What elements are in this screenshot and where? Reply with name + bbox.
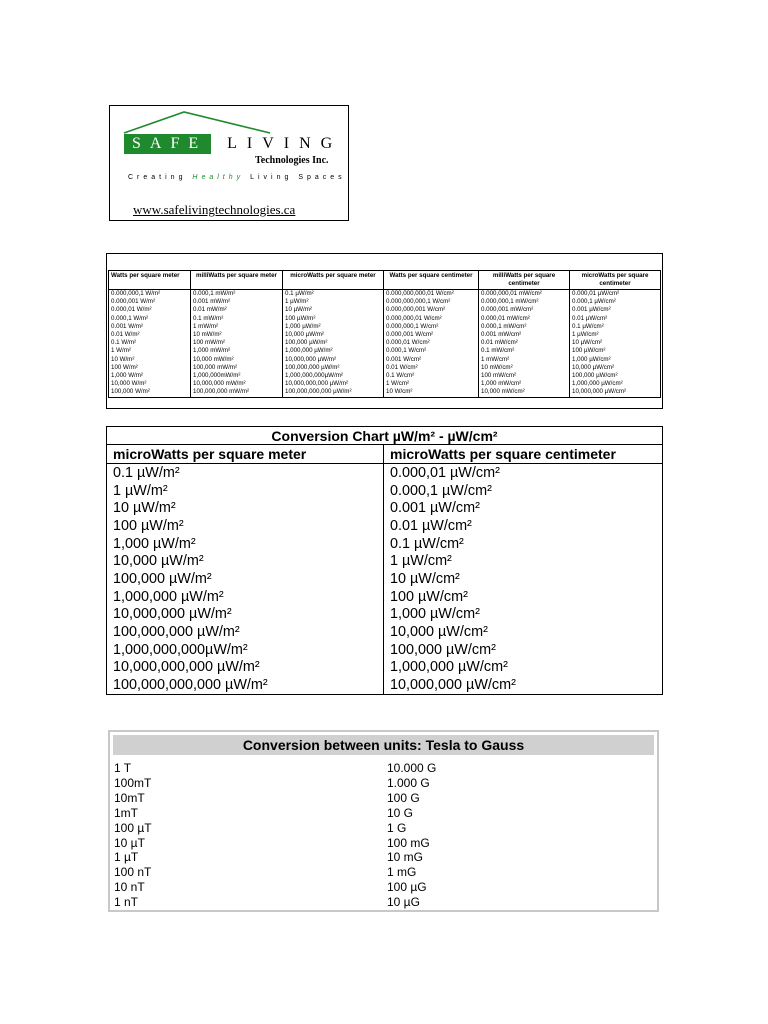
- table-cell: 0.01 mW/cm²: [479, 339, 570, 347]
- table-cell: 1 mW/m²: [191, 323, 283, 331]
- table-cell: 1,000 W/m²: [109, 372, 191, 380]
- microwatts-per-cm2-cell: 100 µW/cm²: [384, 588, 663, 606]
- brand-name-living: LIVING: [227, 135, 343, 152]
- microwatts-per-m2-cell: 1,000,000 µW/m²: [107, 588, 384, 606]
- table-row: [109, 339, 661, 347]
- table-cell: 0.000,000,1 W/cm²: [384, 323, 479, 331]
- table-cell: 10,000,000,000 µW/m²: [283, 380, 384, 388]
- table-cell: 10 mW/m²: [191, 331, 283, 339]
- tesla-value: 1 T: [114, 761, 132, 775]
- table-cell: 1 µW/cm²: [570, 331, 661, 339]
- tesla-value: 10 nT: [114, 880, 145, 895]
- tesla-value: 100mT: [114, 775, 152, 790]
- table-cell: 10,000,000 µW/m²: [283, 356, 384, 364]
- chart-row: [107, 641, 663, 659]
- table-cell: 10,000 mW/m²: [191, 356, 283, 364]
- gauss-value: 10 G: [387, 805, 414, 820]
- table-row: [109, 347, 661, 355]
- table-cell: 0.01 µW/cm²: [570, 315, 661, 323]
- table-cell: 0.1 W/cm²: [384, 372, 479, 380]
- table-header-cell: Watts per square meter: [109, 271, 191, 290]
- tesla-value: 10 µT: [114, 835, 145, 850]
- table-cell: 10,000,000 µW/cm²: [570, 388, 661, 397]
- chart-row: [107, 676, 663, 694]
- table-cell: 0.01 mW/m²: [191, 306, 283, 314]
- table-cell: 10,000,000 mW/m²: [191, 380, 283, 388]
- chart-row: [107, 623, 663, 641]
- table-row: [109, 331, 661, 339]
- gauss-value: 1 mG: [387, 865, 417, 880]
- brand-tagline: [128, 174, 346, 181]
- table-cell: 0.000,000,000,01 W/cm²: [384, 290, 479, 299]
- table-cell: 0.001 mW/cm²: [479, 331, 570, 339]
- gauss-value: 1 G: [387, 820, 407, 835]
- gauss-column: [387, 761, 436, 910]
- unit-conversion-table: [108, 270, 661, 398]
- conversion-chart-table: [106, 426, 663, 695]
- table-row: [109, 315, 661, 323]
- company-logo-box: [109, 105, 349, 221]
- chart-row: [107, 606, 663, 624]
- table-cell: 100 µW/m²: [283, 315, 384, 323]
- table-cell: 10 mW/cm²: [479, 364, 570, 372]
- table-cell: 0.000,000,000,1 W/cm²: [384, 298, 479, 306]
- microwatts-per-cm2-cell: 1 µW/cm²: [384, 552, 663, 570]
- table-cell: 100,000 µW/m²: [283, 339, 384, 347]
- table-cell: 1,000 mW/m²: [191, 347, 283, 355]
- table-cell: 0.000,1 W/cm²: [384, 347, 479, 355]
- chart-column-header: microWatts per square meter: [107, 445, 384, 464]
- microwatts-per-m2-cell: 0.1 µW/m²: [107, 464, 384, 482]
- table-cell: 10 µW/m²: [283, 306, 384, 314]
- table-cell: 0.001 mW/m²: [191, 298, 283, 306]
- table-cell: 1,000,000,000µW/m²: [283, 372, 384, 380]
- table-cell: 100,000 µW/cm²: [570, 372, 661, 380]
- table-cell: 0.000,000,1 W/m²: [109, 290, 191, 299]
- gauss-value: 1.000 G: [387, 775, 430, 790]
- table-cell: 0.000,001 W/cm²: [384, 331, 479, 339]
- table-cell: 100 mW/m²: [191, 339, 283, 347]
- table-cell: 1 µW/m²: [283, 298, 384, 306]
- table-cell: 10 W/cm²: [384, 388, 479, 397]
- microwatts-per-m2-cell: 100,000 µW/m²: [107, 570, 384, 588]
- chart-row: [107, 464, 663, 482]
- chart-row: [107, 659, 663, 677]
- table-cell: 0.000,01 W/cm²: [384, 339, 479, 347]
- table-row: [109, 306, 661, 314]
- table-header-cell: Watts per square centimeter: [384, 271, 479, 290]
- chart-row: [107, 570, 663, 588]
- microwatts-per-m2-cell: 100,000,000 µW/m²: [107, 623, 384, 641]
- table-cell: 10 µW/cm²: [570, 339, 661, 347]
- table-cell: 100,000 W/m²: [109, 388, 191, 397]
- table-cell: 100,000,000 mW/m²: [191, 388, 283, 397]
- chart-row: [107, 535, 663, 553]
- microwatts-per-m2-cell: 1,000,000,000µW/m²: [107, 641, 384, 659]
- table-cell: 0.000,01 mW/cm²: [479, 315, 570, 323]
- table-row: [109, 380, 661, 388]
- gauss-value: 100 µG: [387, 880, 427, 895]
- chart-header-row: [107, 445, 663, 464]
- microwatts-per-cm2-cell: 0.01 µW/cm²: [384, 517, 663, 535]
- microwatts-per-m2-cell: 10 µW/m²: [107, 499, 384, 517]
- table-cell: 0.1 W/m²: [109, 339, 191, 347]
- table-cell: 100 mW/cm²: [479, 372, 570, 380]
- table-cell: 0.001 µW/cm²: [570, 306, 661, 314]
- brand-name: [124, 134, 342, 154]
- table-cell: 100 µW/cm²: [570, 347, 661, 355]
- table-cell: 0.000,001 W/m²: [109, 298, 191, 306]
- tagline-highlight: Healthy: [192, 174, 245, 181]
- tagline-part-2: Living Spaces: [244, 174, 346, 181]
- chart-title: Conversion Chart µW/m² - µW/cm²: [107, 427, 663, 445]
- table-row: [109, 356, 661, 364]
- microwatts-per-cm2-cell: 10,000,000 µW/cm²: [384, 676, 663, 694]
- table-cell: 10,000 mW/cm²: [479, 388, 570, 397]
- table-cell: 0.1 µW/cm²: [570, 323, 661, 331]
- microwatts-per-cm2-cell: 10 µW/cm²: [384, 570, 663, 588]
- gauss-value: 10 mG: [387, 850, 424, 865]
- table-cell: 0.000,001 mW/cm²: [479, 306, 570, 314]
- table-cell: 0.1 mW/m²: [191, 315, 283, 323]
- table-row: [109, 372, 661, 380]
- table-cell: 0.000,1 mW/cm²: [479, 323, 570, 331]
- table-cell: 10 W/m²: [109, 356, 191, 364]
- tesla-gauss-title: Conversion between units: Tesla to Gauss: [113, 735, 654, 755]
- table-cell: 0.001 W/m²: [109, 323, 191, 331]
- tesla-value: 1 µT: [114, 850, 139, 865]
- table-cell: 0.000,000,01 mW/cm²: [479, 290, 570, 299]
- brand-name-safe: SAFE: [124, 134, 211, 154]
- tesla-value: 100 nT: [114, 865, 152, 880]
- tesla-value: 1 nT: [114, 895, 139, 910]
- table-cell: 0.000,01 µW/cm²: [570, 290, 661, 299]
- gauss-value: 100 mG: [387, 835, 430, 850]
- table-cell: 0.000,000,001 W/cm²: [384, 306, 479, 314]
- tesla-value: 10mT: [114, 790, 145, 805]
- microwatts-per-cm2-cell: 0.000,1 µW/cm²: [384, 482, 663, 500]
- table-cell: 10,000 µW/m²: [283, 331, 384, 339]
- microwatts-per-m2-cell: 10,000,000,000 µW/m²: [107, 659, 384, 677]
- table-cell: 0.000,01 W/m²: [109, 306, 191, 314]
- table-cell: 100,000 mW/m²: [191, 364, 283, 372]
- microwatts-per-m2-cell: 1 µW/m²: [107, 482, 384, 500]
- microwatts-per-cm2-cell: 0.000,01 µW/cm²: [384, 464, 663, 482]
- microwatts-per-cm2-cell: 0.001 µW/cm²: [384, 499, 663, 517]
- table-row: [109, 388, 661, 397]
- table-cell: 1 W/cm²: [384, 380, 479, 388]
- table-cell: 10,000 µW/cm²: [570, 364, 661, 372]
- table-row: [109, 323, 661, 331]
- website-link[interactable]: www.safelivingtechnologies.ca: [133, 202, 296, 217]
- microwatts-per-m2-cell: 10,000 µW/m²: [107, 552, 384, 570]
- table-cell: 0.000,1 W/m²: [109, 315, 191, 323]
- microwatts-per-cm2-cell: 1,000 µW/cm²: [384, 606, 663, 624]
- table-cell: 10,000 W/m²: [109, 380, 191, 388]
- table-cell: 100,000,000,000 µW/m²: [283, 388, 384, 397]
- microwatts-per-cm2-cell: 1,000,000 µW/cm²: [384, 659, 663, 677]
- table-row: [109, 364, 661, 372]
- table-cell: 0.000,000,01 W/cm²: [384, 315, 479, 323]
- gauss-value: 100 G: [387, 790, 420, 805]
- tesla-gauss-box: [108, 730, 659, 912]
- table-cell: 0.001 W/cm²: [384, 356, 479, 364]
- microwatts-per-m2-cell: 100 µW/m²: [107, 517, 384, 535]
- table-header-cell: microWatts per square centimeter: [570, 271, 661, 290]
- gauss-value: 10 µG: [387, 895, 420, 910]
- table-header-cell: microWatts per square meter: [283, 271, 384, 290]
- chart-row: [107, 482, 663, 500]
- table-cell: 0.1 mW/cm²: [479, 347, 570, 355]
- chart-row: [107, 499, 663, 517]
- brand-subtitle: Technologies Inc.: [255, 155, 329, 166]
- unit-conversion-table-box: [106, 253, 663, 409]
- table-cell: 100 W/m²: [109, 364, 191, 372]
- table-cell: 0.1 µW/m²: [283, 290, 384, 299]
- tesla-value: 100 µT: [114, 820, 152, 835]
- table-cell: 1,000,000 µW/cm²: [570, 380, 661, 388]
- table-header-row: [109, 271, 661, 290]
- table-cell: 1,000 mW/cm²: [479, 380, 570, 388]
- chart-column-header: microWatts per square centimeter: [384, 445, 663, 464]
- tesla-value: 1mT: [114, 805, 138, 820]
- table-cell: 0.01 W/m²: [109, 331, 191, 339]
- chart-row: [107, 588, 663, 606]
- microwatts-per-cm2-cell: 100,000 µW/cm²: [384, 641, 663, 659]
- microwatts-per-cm2-cell: 10,000 µW/cm²: [384, 623, 663, 641]
- table-cell: 0.000,1 µW/cm²: [570, 298, 661, 306]
- microwatts-per-cm2-cell: 0.1 µW/cm²: [384, 535, 663, 553]
- microwatts-per-m2-cell: 10,000,000 µW/m²: [107, 606, 384, 624]
- table-cell: 1,000,000mW/m²: [191, 372, 283, 380]
- gauss-value: 10.000 G: [387, 761, 437, 775]
- table-cell: 0.000,000,1 mW/cm²: [479, 298, 570, 306]
- chart-title-row: [107, 427, 663, 445]
- table-cell: 0.01 W/cm²: [384, 364, 479, 372]
- microwatts-per-m2-cell: 100,000,000,000 µW/m²: [107, 676, 384, 694]
- table-cell: 1,000 µW/cm²: [570, 356, 661, 364]
- table-cell: 100,000,000 µW/m²: [283, 364, 384, 372]
- chart-row: [107, 517, 663, 535]
- table-cell: 1,000,000 µW/m²: [283, 347, 384, 355]
- tesla-column: [114, 761, 152, 910]
- table-cell: 1,000 µW/m²: [283, 323, 384, 331]
- table-cell: 1 W/m²: [109, 347, 191, 355]
- chart-row: [107, 552, 663, 570]
- tagline-part-1: Creating: [128, 174, 193, 181]
- microwatts-per-m2-cell: 1,000 µW/m²: [107, 535, 384, 553]
- table-cell: 1 mW/cm²: [479, 356, 570, 364]
- table-row: [109, 290, 661, 299]
- table-header-cell: milliWatts per square meter: [191, 271, 283, 290]
- roof-line-icon: [122, 109, 272, 135]
- table-header-cell: milliWatts per square centimeter: [479, 271, 570, 290]
- table-row: [109, 298, 661, 306]
- table-cell: 0.000,1 mW/m²: [191, 290, 283, 299]
